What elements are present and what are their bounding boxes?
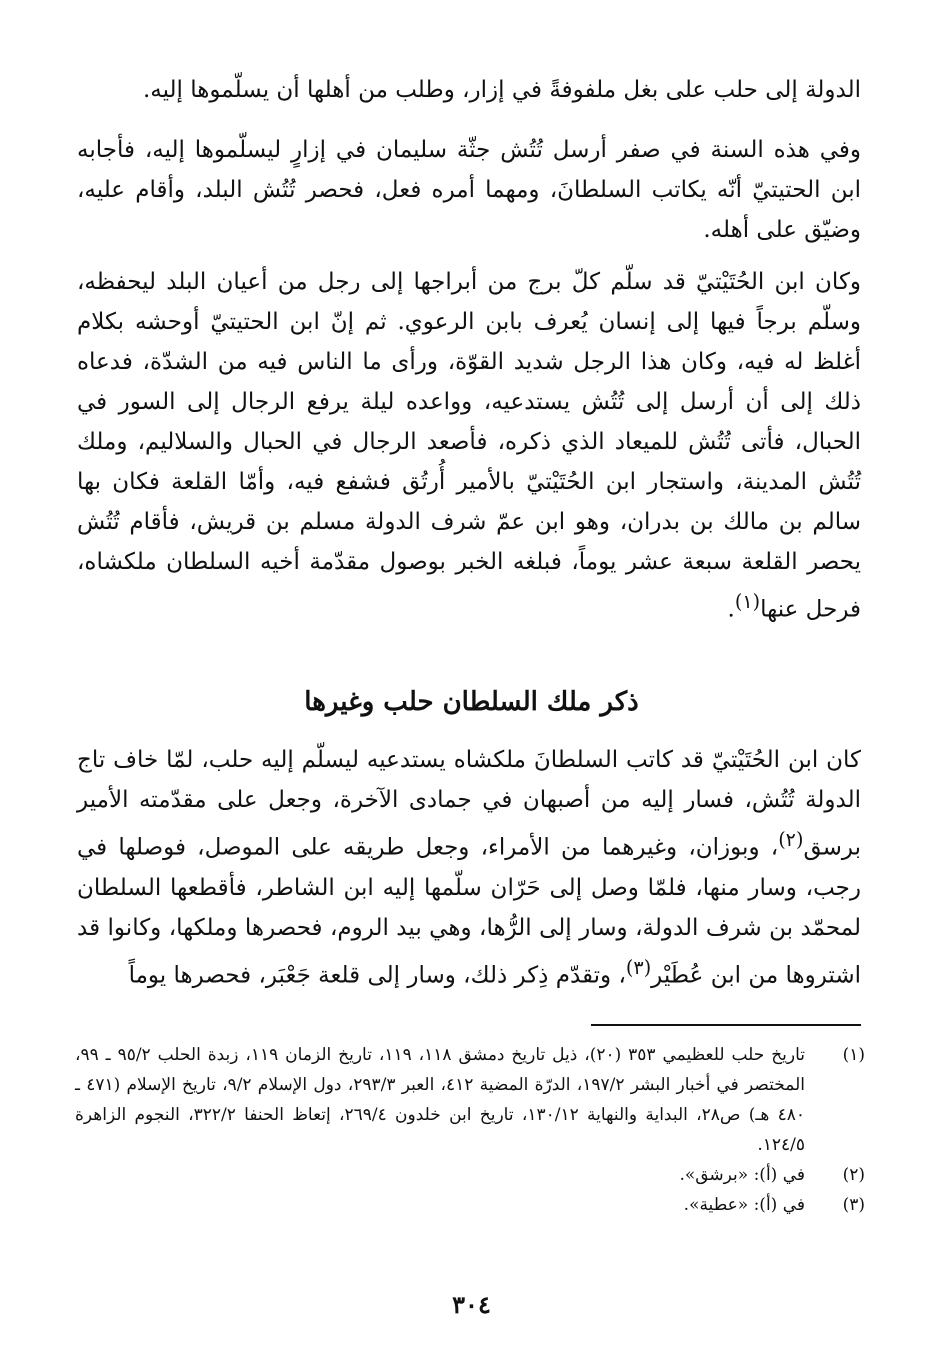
footnote-ref-3: (٣) <box>625 955 652 979</box>
paragraph-1-text: الدولة إلى حلب على بغل ملفوفةً في إزار، وطلب من أهلها أن يسلّموها إليه. <box>142 77 861 103</box>
paragraph-3-text: وكان ابن الحُتَيْتيّ قد سلّم كلّ برج من أبراجها إلى رجل من أعيان البلد ليحفظه، وسلّم برجاً فيها إلى إنسان يُعرف بابن الرعوي. ثم إنّ ابن الحتيتيّ أوحشه بكلام أغلظ له فيه، وكان هذا الرجل شديد القوّة، ورأى ما الناس فيه من الشدّة، فدعاه ذلك إلى أن أرسل إلى تُتُش يستدعيه، وواعده ليلة يرفع الرجال إلى السور في الحبال، فأتى تُتُش للميعاد الذي ذكره، فأصعد الرجال في الحبال والسلاليم، وملك تُتُش المدينة، واستجار ابن الحُتَيْتيّ بالأمير أُرتُق فشفع فيه، وأمّا القلعة فكان بها سالم بن مالك بن بدران، وهو ابن عمّ شرف الدولة مسلم بن قريش، فأقام تُتُش يحصر القلعة سبعة عشر يوماً، فبلغه الخبر بوصول مقدّمة أخيه السلطان ملكشاه، فرحل عنها <box>77 269 861 623</box>
body-paragraph-4 <box>77 740 861 995</box>
paragraph-3-end: . <box>727 596 735 623</box>
body-paragraph-1 <box>77 70 861 110</box>
body-paragraph-3 <box>77 262 861 630</box>
body-paragraph-2 <box>77 130 861 250</box>
footnote-2 <box>75 1160 865 1190</box>
page-number: ٣٠٤ <box>452 1290 491 1319</box>
footnote-ref-1: (١) <box>734 590 761 613</box>
section-heading: ذكر ملك السلطان حلب وغيرها <box>304 687 639 717</box>
footnote-1 <box>75 1040 865 1160</box>
footnote-2-text: في (أ): «برشق». <box>679 1165 805 1185</box>
footnote-separator <box>591 1024 861 1026</box>
paragraph-4-part-c: ، وتقدّم ذِكر ذلك، وسار إلى قلعة جَعْبَر، فحصرها يوماً <box>128 962 626 989</box>
footnote-1-number: (١) <box>842 1045 865 1065</box>
paragraph-4-part-a: كان ابن الحُتَيْتيّ قد كاتب السلطانَ ملكشاه يستدعيه ليسلّم إليه حلب، لمّا خاف تاج الدولة تُتُش، فسار إليه من أصبهان في جمادى الآخرة، وجعل على مقدّمته الأمير برسق <box>77 747 861 861</box>
footnote-3-text: في (أ): «عطية». <box>683 1195 805 1215</box>
footnote-ref-2: (٢) <box>778 828 804 851</box>
footnote-2-number: (٢) <box>842 1165 865 1185</box>
paragraph-2-text: وفي هذه السنة في صفر أرسل تُتُش جثّة سليمان في إزارٍ ليسلّموها إليه، فأجابه ابن الحتيتيّ أنّه يكاتب السلطانَ، ومهما أمره فعل، فحصر تُتُش البلد، وأقام عليه، وضيّق على أهله. <box>77 137 861 243</box>
footnote-3-number: (٣) <box>842 1195 865 1215</box>
footnotes <box>75 1040 865 1220</box>
paragraph-4-part-b: ، وبوزان، وغيرهما من الأمراء، وجعل طريقه على الموصل، فوصلها في رجب، وسار منها، فلمّا وصل إلى حَرّان سلّمها إليه ابن الشاطر، فأقطعها السلطان لمحمّد بن شرف الدولة، وسار إلى الرُّها، وهي بيد الروم، فحصرها وملكها، وكانوا قد اشتروها من ابن عُطَيْر <box>77 834 861 989</box>
footnote-1-text: تاريخ حلب للعظيمي ٣٥٣ (٢٠)، ذيل تاريخ دمشق ١١٨، ١١٩، تاريخ الزمان ١١٩، زبدة الحلب ٩٥/٢ ـ ٩٩، المختصر في أخبار البشر ١٩٧/٢، الدرّة المضية ٤١٢، العبر ٢٩٣/٣، دول الإسلام ٩/٢، تاريخ الإسلام (٤٧١ ـ ٤٨٠ هـ) ص٢٨، البداية والنهاية ١٣٠/١٢، تاريخ ابن خلدون ٢٦٩/٤، إتعاظ الحنفا ٣٢٢/٢، النجوم الزاهرة ١٢٤/٥. <box>75 1045 806 1155</box>
footnote-3 <box>75 1190 865 1220</box>
